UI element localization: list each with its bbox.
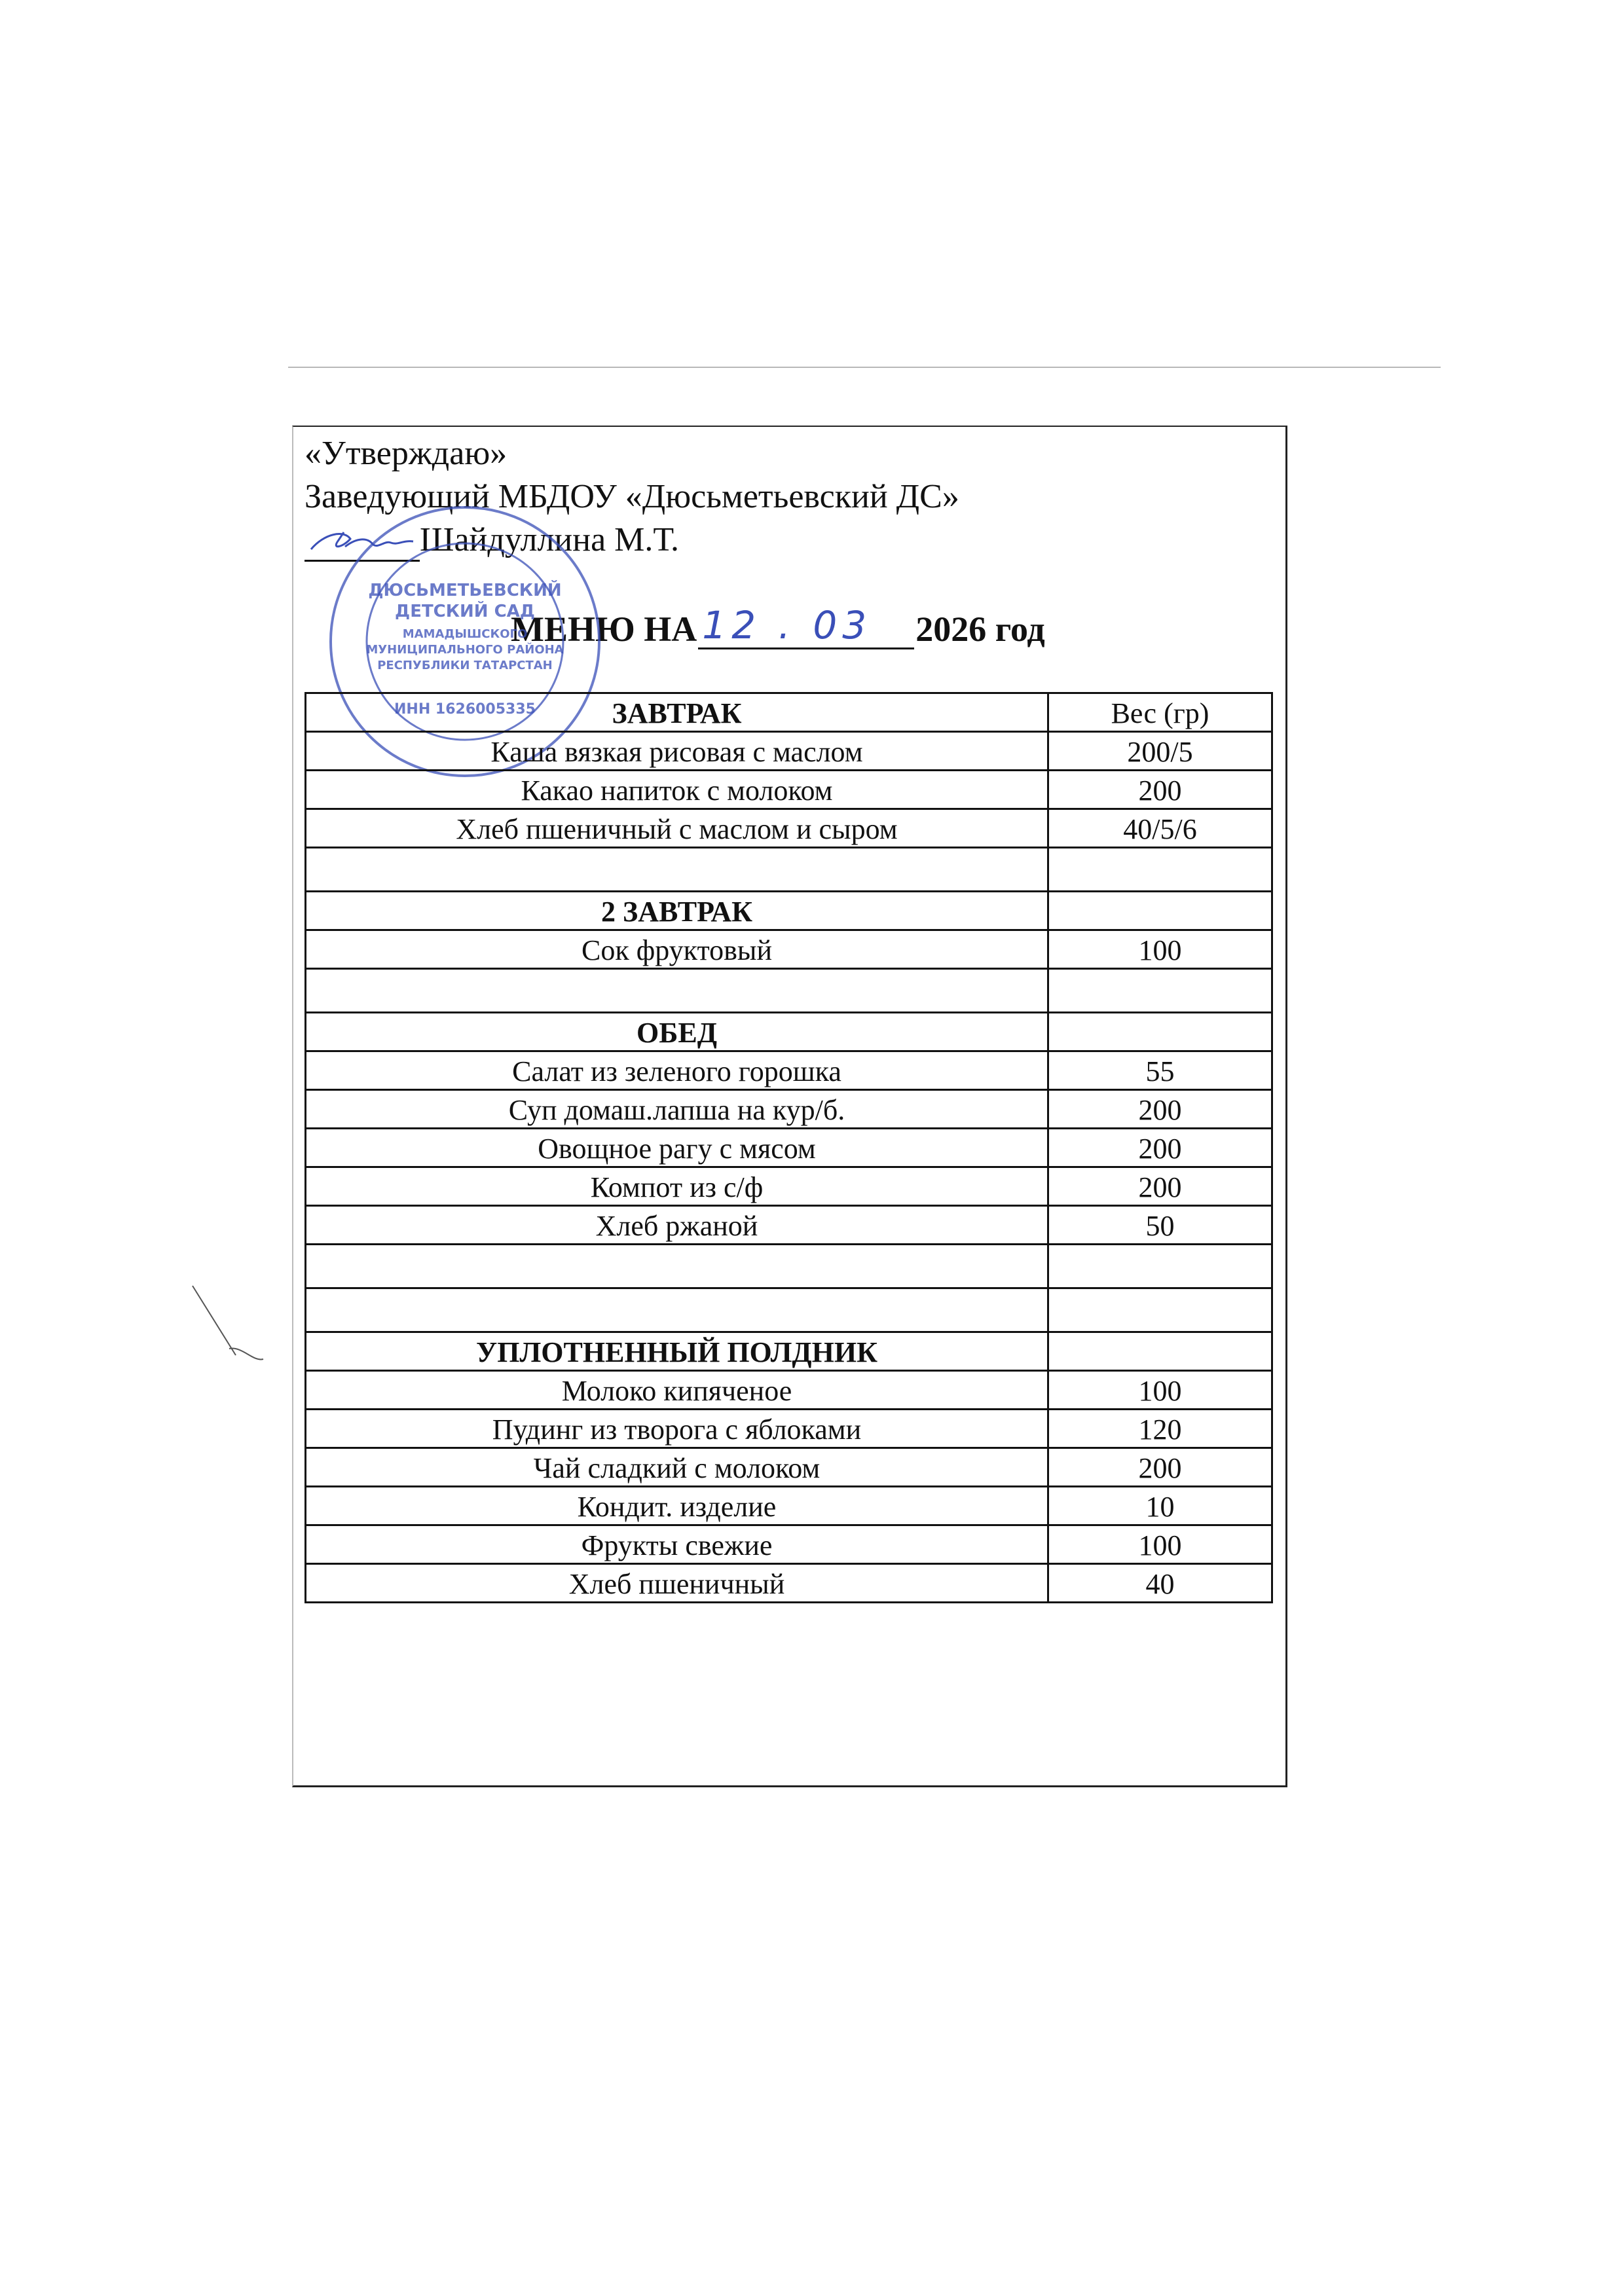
section-second-breakfast-title: 2 ЗАВТРАК bbox=[306, 892, 1048, 930]
menu-date: 12 . 03 bbox=[702, 603, 872, 647]
table-row bbox=[306, 1051, 1272, 1090]
weight-cell: 200 bbox=[1048, 1090, 1272, 1129]
dish-cell: Хлеб пшеничный bbox=[306, 1564, 1048, 1603]
section-row bbox=[306, 1013, 1272, 1051]
approval-heading: «Утверждаю» bbox=[304, 435, 507, 472]
svg-text:РЕСПУБЛИКИ ТАТАРСТАН: РЕСПУБЛИКИ ТАТАРСТАН bbox=[377, 659, 553, 672]
section-row bbox=[306, 1332, 1272, 1371]
empty-cell bbox=[306, 1288, 1048, 1332]
weight-cell: 100 bbox=[1048, 930, 1272, 969]
section-breakfast-title: ЗАВТРАК bbox=[306, 693, 1048, 732]
dish-cell: Хлеб ржаной bbox=[306, 1206, 1048, 1245]
weight-cell: 200 bbox=[1048, 1448, 1272, 1487]
empty-cell bbox=[1048, 892, 1272, 930]
section-snack-title: УПЛОТНЕННЫЙ ПОЛДНИК bbox=[306, 1332, 1048, 1371]
section-row bbox=[306, 892, 1272, 930]
table-row bbox=[306, 1525, 1272, 1564]
menu-table bbox=[304, 692, 1273, 1603]
dish-cell: Чай сладкий с молоком bbox=[306, 1448, 1048, 1487]
empty-cell bbox=[1048, 1332, 1272, 1371]
table-row bbox=[306, 1090, 1272, 1129]
dish-cell: Фрукты свежие bbox=[306, 1525, 1048, 1564]
empty-row bbox=[306, 848, 1272, 892]
weight-cell: 40/5/6 bbox=[1048, 809, 1272, 848]
table-row bbox=[306, 1167, 1272, 1206]
table-row bbox=[306, 809, 1272, 848]
weight-cell: 40 bbox=[1048, 1564, 1272, 1603]
table-row bbox=[306, 771, 1272, 809]
weight-cell: 100 bbox=[1048, 1371, 1272, 1410]
empty-cell bbox=[1048, 848, 1272, 892]
weight-cell: 200 bbox=[1048, 771, 1272, 809]
empty-cell bbox=[1048, 1013, 1272, 1051]
table-row bbox=[306, 1564, 1272, 1603]
weight-cell: 200/5 bbox=[1048, 732, 1272, 771]
dish-cell: Овощное рагу с мясом bbox=[306, 1129, 1048, 1167]
weight-column-header: Вес (гр) bbox=[1048, 693, 1272, 732]
weight-cell: 50 bbox=[1048, 1206, 1272, 1245]
weight-cell: 200 bbox=[1048, 1167, 1272, 1206]
dish-cell: Какао напиток с молоком bbox=[306, 771, 1048, 809]
dish-cell: Пудинг из творога с яблоками bbox=[306, 1410, 1048, 1448]
dish-cell: Сок фруктовый bbox=[306, 930, 1048, 969]
svg-text:ИНН 1626005335: ИНН 1626005335 bbox=[394, 701, 536, 718]
dish-cell: Компот из с/ф bbox=[306, 1167, 1048, 1206]
table-row bbox=[306, 1448, 1272, 1487]
signature-field bbox=[304, 520, 420, 562]
dish-cell: Молоко кипяченое bbox=[306, 1371, 1048, 1410]
weight-cell: 100 bbox=[1048, 1525, 1272, 1564]
dish-cell: Салат из зеленого горошка bbox=[306, 1051, 1048, 1090]
empty-row bbox=[306, 1288, 1272, 1332]
menu-title-year: 2026 год bbox=[915, 610, 1045, 649]
approval-block bbox=[304, 432, 959, 562]
svg-text:МУНИЦИПАЛЬНОГО РАЙОНА: МУНИЦИПАЛЬНОГО РАЙОНА bbox=[366, 643, 564, 657]
menu-title bbox=[511, 603, 1045, 649]
empty-cell bbox=[306, 969, 1048, 1013]
table-row bbox=[306, 1206, 1272, 1245]
empty-cell bbox=[1048, 1245, 1272, 1288]
empty-cell bbox=[306, 848, 1048, 892]
empty-row bbox=[306, 969, 1272, 1013]
weight-cell: 200 bbox=[1048, 1129, 1272, 1167]
dish-cell: Кондит. изделие bbox=[306, 1487, 1048, 1525]
approval-position: Заведующий МБДОУ «Дюсьметьевский ДС» bbox=[304, 478, 959, 515]
table-row bbox=[306, 1129, 1272, 1167]
empty-cell bbox=[1048, 1288, 1272, 1332]
scan-edge-line bbox=[288, 367, 1441, 368]
section-lunch-title: ОБЕД bbox=[306, 1013, 1048, 1051]
weight-cell: 55 bbox=[1048, 1051, 1272, 1090]
svg-text:ДЕТСКИЙ САД: ДЕТСКИЙ САД bbox=[395, 602, 535, 621]
svg-text:ДЮСЬМЕТЬЕВСКИЙ: ДЮСЬМЕТЬЕВСКИЙ bbox=[368, 581, 562, 600]
empty-cell bbox=[306, 1245, 1048, 1288]
table-row bbox=[306, 930, 1272, 969]
margin-scribble bbox=[190, 1283, 268, 1375]
dish-cell: Хлеб пшеничный с маслом и сыром bbox=[306, 809, 1048, 848]
date-field bbox=[698, 603, 914, 649]
table-row bbox=[306, 1371, 1272, 1410]
dish-cell: Каша вязкая рисовая с маслом bbox=[306, 732, 1048, 771]
table-header-row bbox=[306, 693, 1272, 732]
table-row bbox=[306, 1487, 1272, 1525]
svg-text:МАМАДЫШСКОГО: МАМАДЫШСКОГО bbox=[402, 627, 528, 641]
table-row bbox=[306, 732, 1272, 771]
empty-row bbox=[306, 1245, 1272, 1288]
handwritten-signature bbox=[304, 520, 420, 560]
dish-cell: Суп домаш.лапша на кур/б. bbox=[306, 1090, 1048, 1129]
weight-cell: 120 bbox=[1048, 1410, 1272, 1448]
signer-name: Шайдуллина М.Т. bbox=[420, 521, 679, 558]
approval-signature-line bbox=[304, 519, 959, 562]
table-row bbox=[306, 1410, 1272, 1448]
menu-title-prefix: МЕНЮ НА bbox=[511, 610, 697, 649]
weight-cell: 10 bbox=[1048, 1487, 1272, 1525]
empty-cell bbox=[1048, 969, 1272, 1013]
